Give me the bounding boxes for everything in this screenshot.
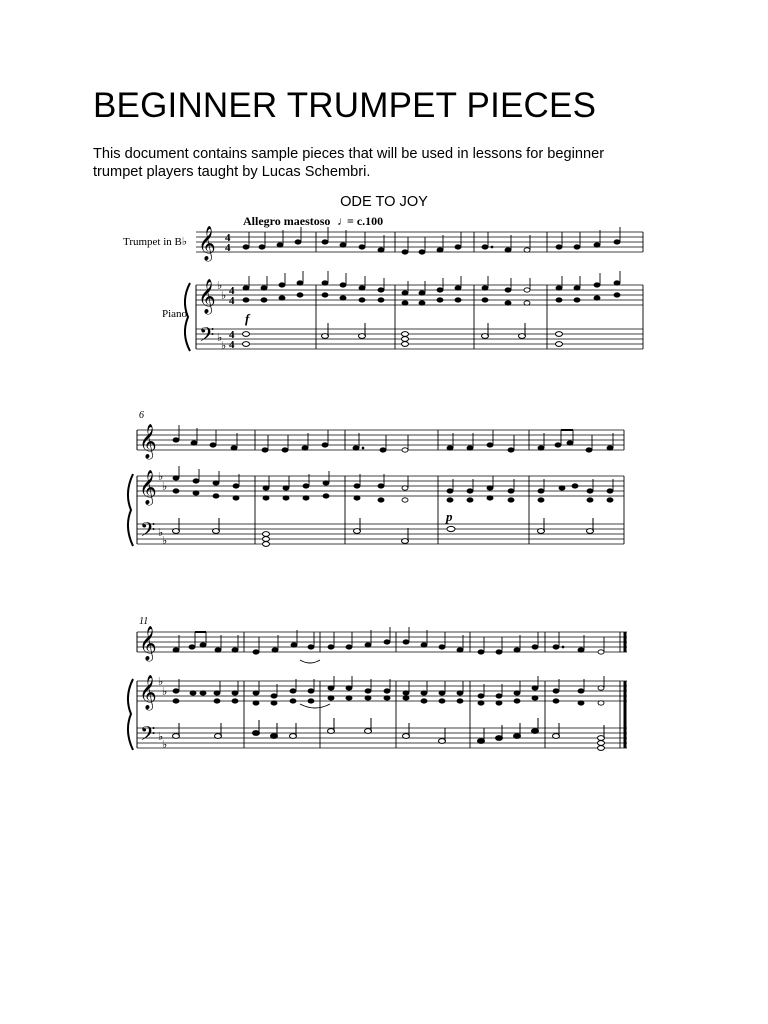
barlines-2 bbox=[255, 430, 624, 544]
system-1 bbox=[123, 214, 643, 352]
piano-bass-notes-1 bbox=[243, 323, 563, 346]
flat-icon: ♭ bbox=[158, 731, 164, 743]
flat-icon: ♭ bbox=[217, 280, 223, 292]
dynamic-piano: p bbox=[446, 509, 453, 524]
svg-text:4: 4 bbox=[229, 329, 235, 341]
treble-clef-icon: 𝄞 bbox=[139, 425, 157, 458]
tie bbox=[300, 660, 320, 663]
tie bbox=[300, 704, 330, 708]
tempo-value: = c.100 bbox=[347, 214, 384, 228]
instrument-label-trumpet: Trumpet in B♭ bbox=[123, 236, 188, 248]
dynamic-forte: f bbox=[245, 311, 250, 326]
flat-icon: ♭ bbox=[158, 676, 164, 688]
piece-title: ODE TO JOY bbox=[340, 194, 428, 210]
svg-text:4: 4 bbox=[225, 242, 231, 254]
flat-icon: ♭ bbox=[162, 535, 168, 547]
bass-clef-icon: 𝄢 bbox=[140, 724, 156, 750]
barlines-3 bbox=[244, 632, 625, 748]
measure-number: 11 bbox=[139, 616, 149, 627]
tempo-marking: Allegro maestoso bbox=[243, 214, 331, 228]
piano-brace bbox=[128, 474, 133, 546]
svg-text:4: 4 bbox=[225, 232, 231, 244]
system-3 bbox=[128, 616, 627, 751]
bass-clef-icon: 𝄢 bbox=[140, 520, 156, 546]
flat-icon: ♭ bbox=[158, 527, 164, 539]
system-2 bbox=[128, 410, 624, 547]
trumpet-notes-2 bbox=[173, 425, 613, 452]
measure-number: 6 bbox=[139, 410, 144, 421]
piano-bass-notes-2 bbox=[173, 518, 594, 546]
treble-clef-icon: 𝄞 bbox=[139, 471, 157, 504]
piano-bass-notes-3 bbox=[173, 718, 605, 750]
piano-brace bbox=[128, 679, 133, 750]
piano-bass-staff-1 bbox=[196, 329, 643, 349]
flat-icon: ♭ bbox=[221, 290, 227, 302]
trumpet-staff-2 bbox=[137, 430, 624, 450]
piano-treble-notes-2 bbox=[173, 466, 613, 502]
quarter-note-icon: ♩ bbox=[337, 214, 349, 228]
svg-text:4: 4 bbox=[229, 285, 235, 297]
time-signatures bbox=[225, 232, 235, 351]
flat-icon: ♭ bbox=[217, 332, 223, 344]
treble-clef-icon: 𝄞 bbox=[139, 676, 157, 709]
flat-icon: ♭ bbox=[158, 471, 164, 483]
flat-icon: ♭ bbox=[162, 739, 168, 751]
piano-bass-staff-2 bbox=[137, 524, 624, 544]
treble-clef-icon: 𝄞 bbox=[139, 627, 157, 660]
trumpet-notes-3 bbox=[173, 627, 604, 654]
flat-icon: ♭ bbox=[221, 340, 227, 352]
treble-clef-icon: 𝄞 bbox=[198, 280, 216, 313]
treble-clef-icon: 𝄞 bbox=[198, 227, 216, 260]
flat-icon: ♭ bbox=[162, 686, 168, 698]
bass-clef-icon: 𝄢 bbox=[199, 325, 215, 351]
trumpet-notes-1 bbox=[243, 227, 620, 254]
instrument-label-piano: Piano bbox=[162, 308, 188, 320]
document-intro: This document contains sample pieces that will be used in lessons for beginner trumpet players taught by Lucas Schembri. bbox=[93, 146, 605, 180]
document-title: BEGINNER TRUMPET PIECES bbox=[93, 86, 597, 125]
svg-text:4: 4 bbox=[229, 295, 235, 307]
svg-text:4: 4 bbox=[229, 339, 235, 351]
flat-icon: ♭ bbox=[162, 481, 168, 493]
